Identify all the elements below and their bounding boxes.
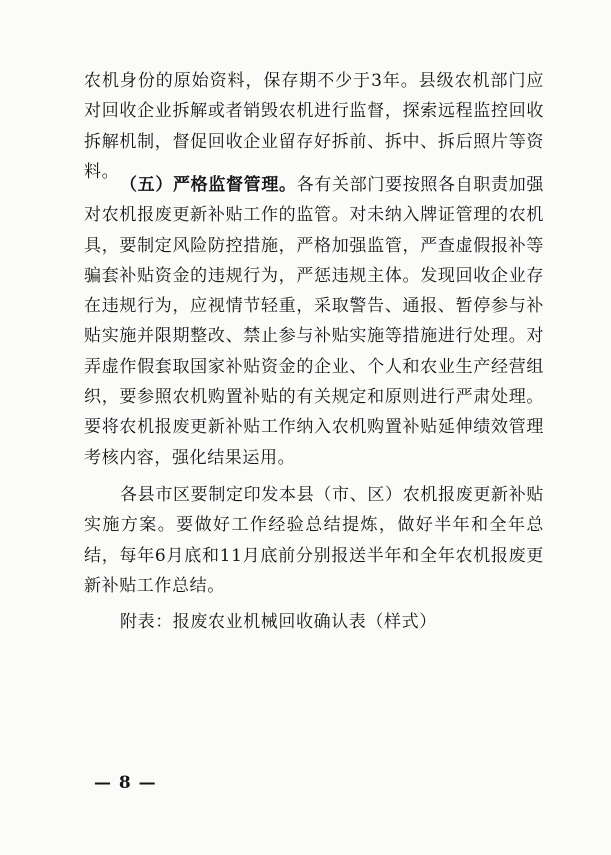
page-number: — 8 — [94,773,157,793]
paragraph-recycling-records: 农机身份的原始资料，保存期不少于3年。县级农机部门应对回收企业拆解或者销毁农机进行监督，探索远程监控回收拆解机制，督促回收企业留存好拆前、拆中、拆后照片等资料。 [84,71,544,182]
section-heading: （五）严格监督管理。 [120,175,297,195]
section-body: 各有关部门要按照各自职责加强对农机报废更新补贴工作的监管。对未纳入牌证管理的农机具，要制定风险防控措施，严格加强监管，严查虚假报补等骗套补贴资金的违规行为，严惩违规主体。发现回收企业存在违规行为，应视情节轻重，采取警告、通报、暂停参与补贴实施并限期整改、禁止参与补贴实施等措施进行处理。对弄虚作假套取国家补贴资金的企业、个人和农业生产经营组织，要参照农机购置补贴的有关规定和原则进行严肃处理。要将农机报废更新补贴工作纳入农机购置补贴延伸绩效管理考核内容，强化结果运用。 [84,175,545,468]
paragraph-supervision [84,170,544,473]
paragraph-implementation-plan: 各县市区要制定印发本县（市、区）农机报废更新补贴实施方案。要做好工作经验总结提炼，做好半年和全年总结，每年6月底和11月底前分别报送半年和全年农机报废更新补贴工作总结。 [84,485,544,596]
attachment-note: 附表：报废农业机械回收确认表（样式） [120,612,437,632]
